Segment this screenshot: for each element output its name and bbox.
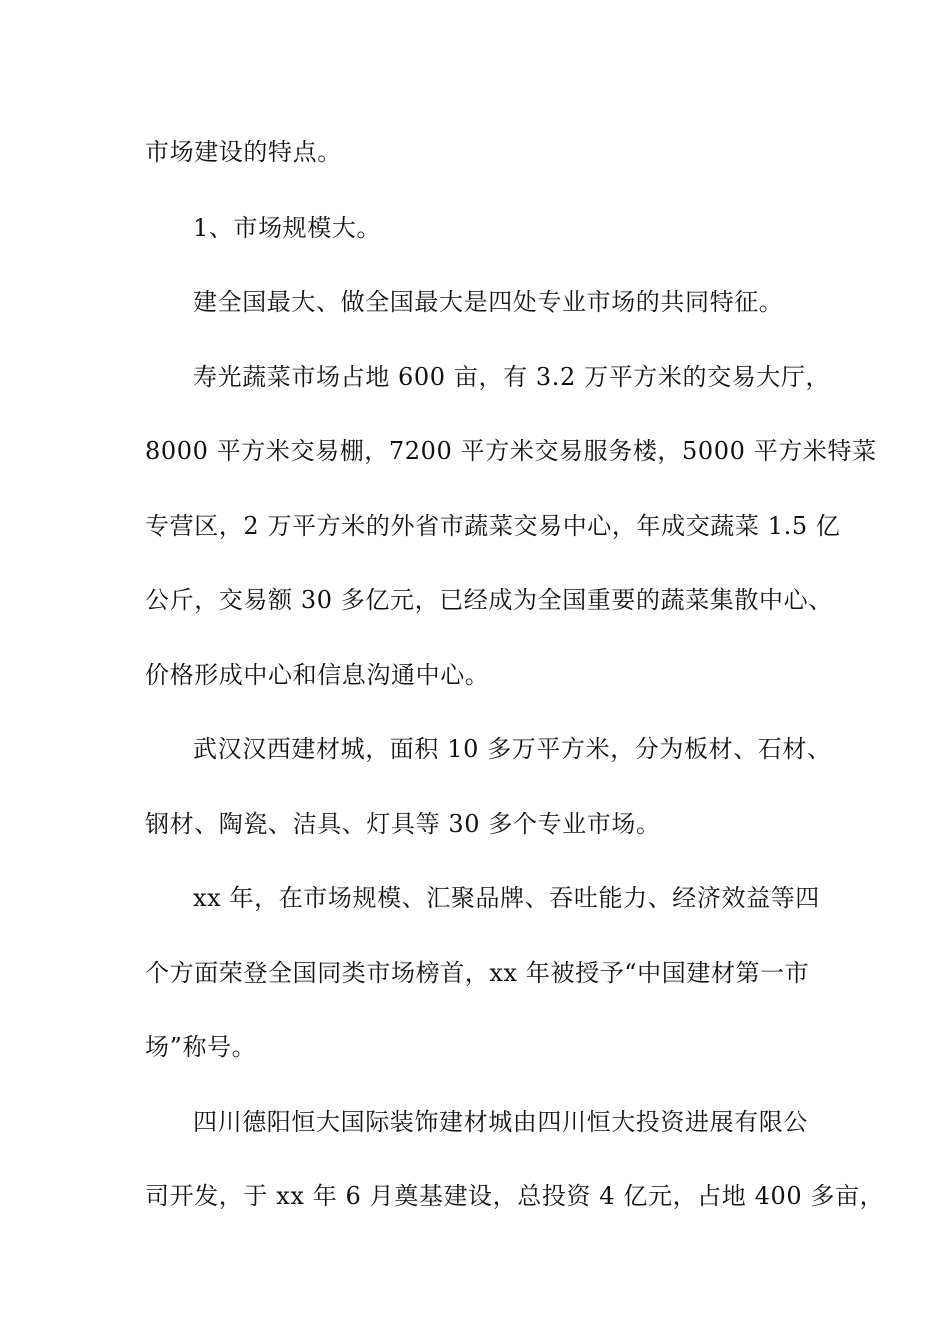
text-line: 四川德阳恒大国际装饰建材城由四川恒大投资进展有限公: [193, 1108, 808, 1136]
text-line: 专营区，2 万平方米的外省市蔬菜交易中心，年成交蔬菜 1.5 亿: [145, 512, 841, 540]
text-line: 价格形成中心和信息沟通中心。: [145, 661, 490, 689]
text-line: 公斤，交易额 30 多亿元，已经成为全国重要的蔬菜集散中心、: [145, 586, 833, 614]
text-line: 钢材、陶瓷、洁具、灯具等 30 多个专业市场。: [145, 810, 661, 838]
text-line: 寿光蔬菜市场占地 600 亩，有 3.2 万平方米的交易大厅，: [193, 363, 831, 391]
text-line: 场”称号。: [145, 1033, 257, 1061]
text-line: 8000 平方米交易棚，7200 平方米交易服务楼，5000 平方米特菜: [145, 437, 877, 465]
text-line: xx 年，在市场规模、汇聚品牌、吞吐能力、经济效益等四: [193, 884, 820, 912]
section-heading: 1、市场规模大。: [193, 214, 382, 242]
text-line: 个方面荣登全国同类市场榜首，xx 年被授予“中国建材第一市: [145, 959, 810, 987]
text-line: 武汉汉西建材城，面积 10 多万平方米，分为板材、石材、: [193, 735, 832, 763]
text-line: 市场建设的特点。: [145, 138, 342, 166]
text-line: 建全国最大、做全国最大是四处专业市场的共同特征。: [193, 288, 784, 316]
text-line: 司开发，于 xx 年 6 月奠基建设，总投资 4 亿元，占地 400 多亩，: [145, 1182, 885, 1210]
